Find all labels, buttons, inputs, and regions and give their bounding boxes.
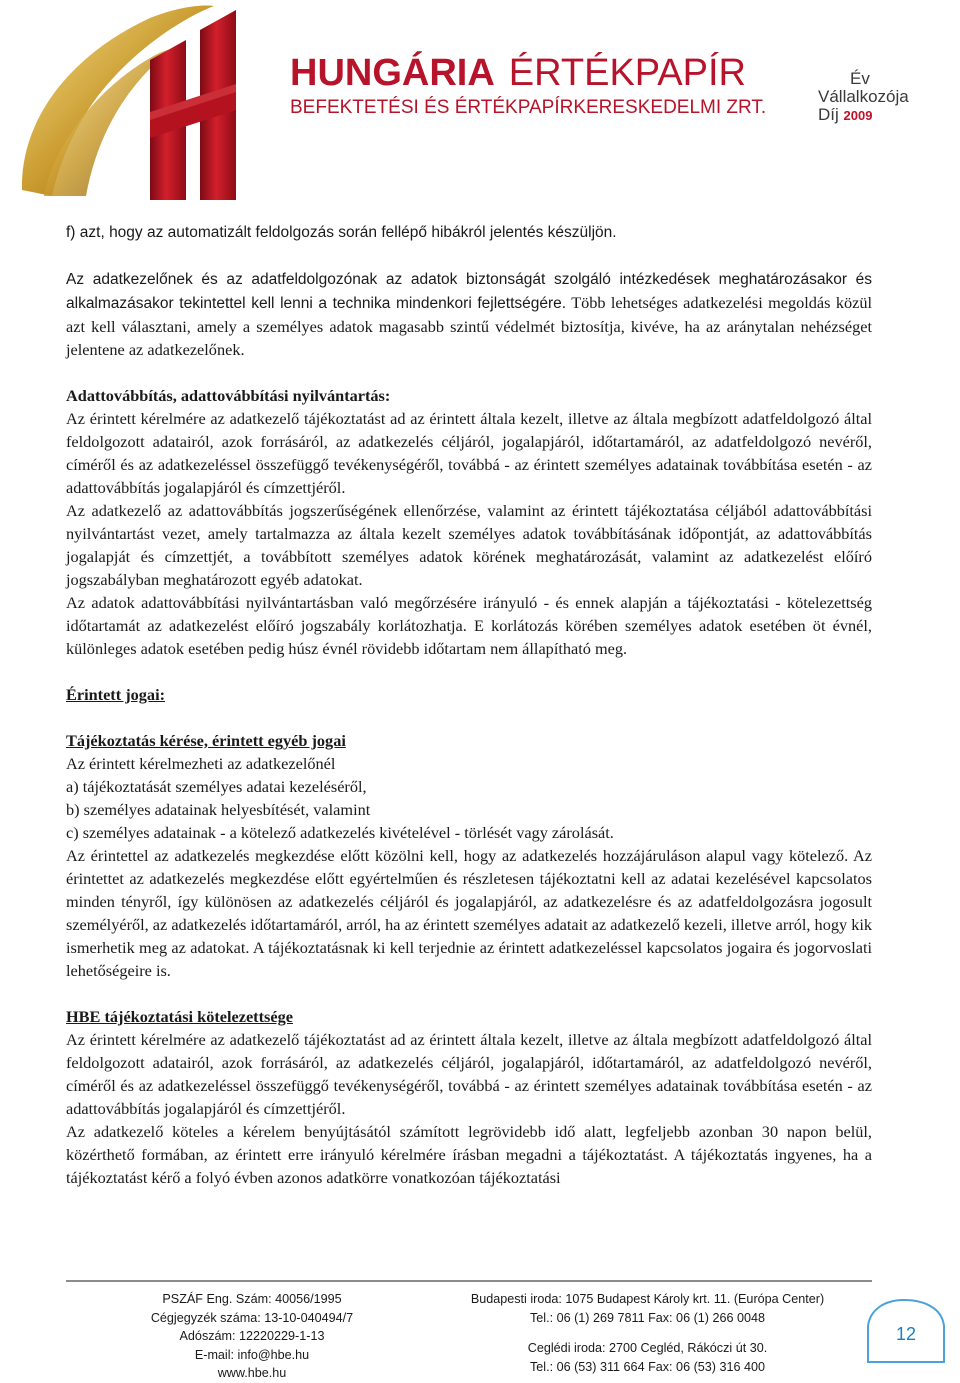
page-number: 12	[895, 1324, 917, 1344]
footer-right	[445, 1290, 850, 1376]
company-subtitle: BEFEKTETÉSI ÉS ÉRTÉKPAPÍRKERESKEDELMI ZRT.	[290, 97, 767, 118]
heading-data-transfer: Adattovábbítás, adattovábbítási nyilvántartás:	[66, 386, 391, 405]
footer-divider	[66, 1280, 872, 1282]
list-item-a: a) tájékoztatását személyes adatai kezeléséről,	[66, 777, 367, 796]
award-year: 2009	[843, 108, 873, 123]
company-name	[290, 50, 766, 96]
footer-cegled-phone: Tel.: 06 (53) 311 664 Fax: 06 (53) 316 400	[529, 1359, 765, 1374]
footer-budapest-address: Budapesti iroda: 1075 Budapest Károly krt. 11. (Európa Center)	[470, 1292, 825, 1306]
footer-email: E-mail: info@hbe.hu	[194, 1347, 310, 1362]
paragraph-f: f) azt, hogy az automatizált feldolgozás során fellépő hibákról jelentés készüljön.	[66, 224, 617, 241]
award-line-3: Díj	[818, 105, 839, 124]
paragraph-security	[66, 267, 872, 361]
paragraph-transfer-retention: Az adatok adattovábbítási nyilvántartásban való megőrzésére irányuló - és ennek alapján a tájékoztatási - kötelezettség időtartamát az adatkezelést előíró jogszabály korlátozhatja. E korlátozás körében személyes adatok esetében öt évnél, különleges adatok esetében pedig húsz évnél rövidebb időtartam nem állapítható meg.	[66, 593, 872, 658]
paragraph-security-a: Az adatkezelőnek és az adatfeldolgozónak az adatok biztonságát szolgáló intézkedések meghatározásakor és alkalmazásakor tekintettel kell lenni a technika mindenkori fejlettségére.	[66, 271, 872, 312]
heading-hbe-obligation: HBE tájékoztatási kötelezettsége	[66, 1007, 293, 1026]
company-name-light: ÉRTÉKPAPÍR	[508, 52, 747, 94]
heading-info-request: Tájékoztatás kérése, érintett egyéb jogai	[66, 731, 346, 750]
company-name-block	[290, 50, 766, 120]
company-logo	[0, 0, 290, 200]
footer-left	[102, 1290, 402, 1383]
heading-rights: Érintett jogai:	[66, 685, 166, 704]
document-body	[66, 221, 872, 1189]
footer-website: www.hbe.hu	[217, 1366, 287, 1380]
paragraph-hbe-deadline: Az adatkezelő köteles a kérelem benyújtásától számított legrövidebb idő alatt, legfeljebb azonban 30 napon belül, közérthető formában, az érintett erre irányuló kérelmére írásban megadni a tájékoztatást. A tájékoztatás ingyenes, ha a tájékoztatást kérő a folyó évben azonos adatkörre vonatkozóan tájékoztatási	[66, 1122, 872, 1187]
footer-registry: Cégjegyzék száma: 13-10-040494/7	[150, 1310, 354, 1325]
paragraph-transfer-info: Az érintett kérelmére az adatkezelő tájékoztatást ad az érintett általa kezelt, illetve az általa megbízott adatfeldolgozó által feldolgozott adatairól, azok forrásáról, az adatkezelés céljáról, jogalapjáról, időtartamáról, az adatfeldolgozó nevéről, címéről és az adatkezeléssel összefüggő tevékenységéről, továbbá - az érintett személyes adatainak továbbítása esetén - az adattovábbítás jogalapjáról és címzettjéről.	[66, 409, 872, 497]
company-name-bold: HUNGÁRIA	[290, 52, 495, 94]
footer-license: PSZÁF Eng. Szám: 40056/1995	[162, 1292, 342, 1306]
paragraph-transfer-register: Az adatkezelő az adattovábbítás jogszerűségének ellenőrzése, valamint az érintett tájékoztatása céljából adattovábbítási nyilvántartást vezet, amely tartalmazza az általa kezelt személyes adatok továbbításának időpontját, az adattovábbítás jogalapját és címzettjét, a továbbított személyes adatok körének meghatározását, valamint az adatkezelést előíró jogszabályban meghatározott egyéb adatokat.	[66, 501, 872, 589]
page-number-badge	[864, 1296, 948, 1366]
footer-cegled-address: Ceglédi iroda: 2700 Cegléd, Rákóczi út 30.	[527, 1341, 768, 1355]
award-line-2: Vállalkozója	[818, 87, 909, 106]
list-item-b: b) személyes adatainak helyesbítését, valamint	[66, 800, 371, 819]
footer-budapest-phone: Tel.: 06 (1) 269 7811 Fax: 06 (1) 266 0048	[529, 1310, 765, 1325]
footer-tax-number: Adószám: 12220229-1-13	[179, 1329, 325, 1343]
paragraph-prior-notice: Az érintettel az adatkezelés megkezdése előtt közölni kell, hogy az adatkezelés hozzájáruláson alapul vagy kötelező. Az érintettet az adatkezelés megkezdése előtt egyértelműen és részletesen tájékoztatni kell az adatai kezelésével kapcsolatos minden tényről, így különösen az adatkezelés céljáról és jogalapjáról, az adatkezelésre és az adatfeldolgozásra jogosult személyéről, az adatkezelés időtartamáról, arról, ha az érintett személyes adatait az adatkezelő kezeli, illetve arról, hogy kik ismerhetik meg az adatokat. A tájékoztatásnak ki kell terjednie az érintett adatkezeléssel kapcsolatos jogaira és jogorvoslati lehetőségeire is.	[66, 846, 872, 980]
award-badge	[818, 70, 909, 125]
award-line-1: Év	[850, 69, 870, 88]
paragraph-hbe-info: Az érintett kérelmére az adatkezelő tájékoztatást ad az érintett általa kezelt, illetve az általa megbízott adatfeldolgozó által feldolgozott adatairól, azok forrásáról, az adatkezelés céljáról, jogalapjáról, időtartamáról, az adatfeldolgozó nevéről, címéről és az adatkezeléssel összefüggő tevékenységéről, továbbá - az érintett személyes adatainak továbbítása esetén - az adattovábbítás jogalapjáról és címzettjéről.	[66, 1030, 872, 1118]
list-item-c: c) személyes adatainak - a kötelező adatkezelés kivételével - törlését vagy zárolását.	[66, 823, 614, 842]
paragraph-security-b: Több lehetséges adatkezelési megoldás közül azt kell választani, amely a személyes adatok magasabb szintű védelmét biztosítja, kivéve, ha az aránytalan nehézséget jelentene az adatkezelőnek.	[66, 293, 873, 359]
list-intro: Az érintett kérelmezheti az adatkezelőnél	[66, 754, 336, 773]
